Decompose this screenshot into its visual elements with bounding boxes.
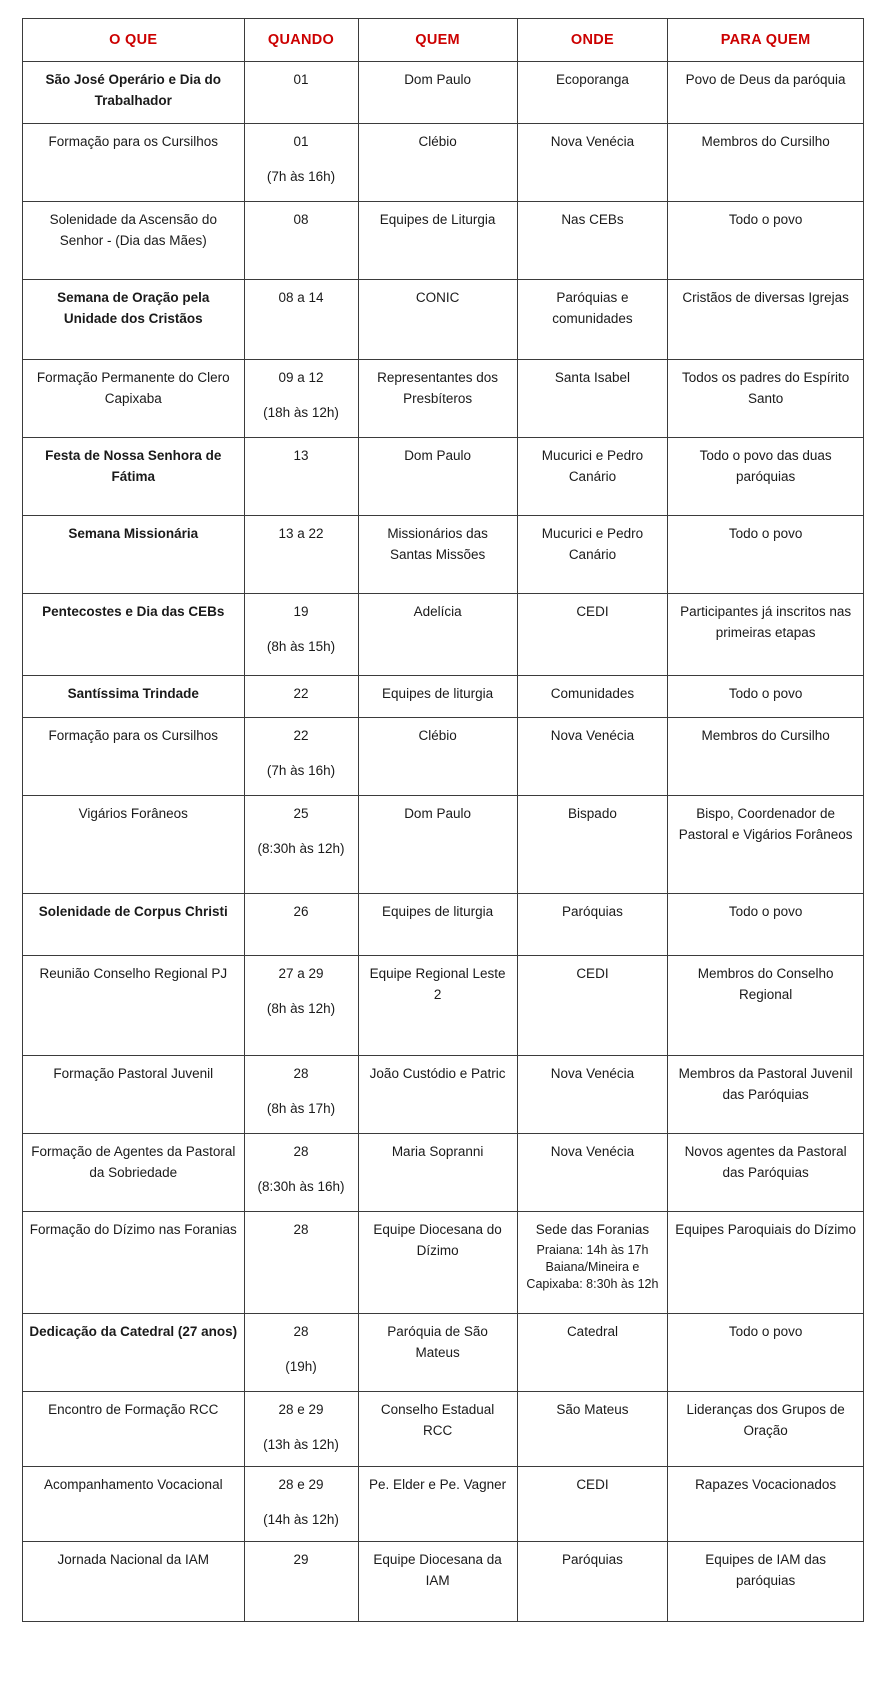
table-row	[23, 202, 864, 280]
quando-date: 26	[293, 904, 309, 920]
table-row	[23, 1212, 864, 1314]
cell-para-quem: Membros do Cursilho	[668, 718, 864, 796]
cell-o-que: Formação Pastoral Juvenil	[23, 1056, 245, 1134]
onde-place: São Mateus	[556, 1402, 629, 1418]
table-row	[23, 956, 864, 1056]
cell-para-quem: Membros do Conselho Regional	[668, 956, 864, 1056]
table-row	[23, 280, 864, 360]
table-row	[23, 1314, 864, 1392]
cell-quando	[244, 1392, 358, 1467]
cell-onde	[517, 1134, 668, 1212]
cell-quem: Equipes de liturgia	[358, 676, 517, 718]
cell-onde	[517, 1467, 668, 1542]
quando-time: (8h às 12h)	[266, 1001, 336, 1017]
quando-date: 01	[293, 134, 309, 150]
table-row	[23, 1467, 864, 1542]
cell-para-quem: Todo o povo	[668, 202, 864, 280]
quando-date: 27 a 29	[278, 966, 324, 982]
cell-quem: Conselho Estadual RCC	[358, 1392, 517, 1467]
table-row	[23, 676, 864, 718]
cell-quem: Equipe Diocesana da IAM	[358, 1542, 517, 1622]
onde-place: Mucurici e Pedro Canário	[541, 448, 644, 485]
cell-onde	[517, 1392, 668, 1467]
cell-para-quem: Todo o povo	[668, 676, 864, 718]
cell-quando	[244, 1212, 358, 1314]
cell-o-que: Semana Missionária	[23, 516, 245, 594]
cell-quando	[244, 438, 358, 516]
cell-quem: Dom Paulo	[358, 796, 517, 894]
quando-time: (8:30h às 16h)	[257, 1179, 345, 1195]
cell-quando	[244, 1542, 358, 1622]
cell-onde	[517, 894, 668, 956]
table-header	[23, 19, 864, 62]
cell-quando	[244, 280, 358, 360]
table-header-row	[23, 19, 864, 62]
cell-quem: Pe. Elder e Pe. Vagner	[358, 1467, 517, 1542]
onde-place: CEDI	[576, 1477, 609, 1493]
cell-quando	[244, 124, 358, 202]
table-row	[23, 360, 864, 438]
quando-date: 25	[293, 806, 309, 822]
cell-para-quem: Lideranças dos Grupos de Oração	[668, 1392, 864, 1467]
onde-place: Ecoporanga	[556, 72, 629, 88]
cell-quando	[244, 1056, 358, 1134]
cell-o-que: Acompanhamento Vocacional	[23, 1467, 245, 1542]
quando-date: 28	[293, 1222, 309, 1238]
onde-place: Paróquias e comunidades	[552, 290, 633, 327]
cell-para-quem: Todo o povo	[668, 1314, 864, 1392]
cell-quando	[244, 718, 358, 796]
cell-quando	[244, 202, 358, 280]
onde-place: Comunidades	[550, 686, 635, 702]
quando-time: (14h às 12h)	[263, 1512, 339, 1528]
cell-para-quem: Todo o povo	[668, 516, 864, 594]
cell-para-quem: Equipes Paroquiais do Dízimo	[668, 1212, 864, 1314]
onde-place: Nova Venécia	[550, 134, 635, 150]
quando-date: 28	[293, 1324, 309, 1340]
table-row	[23, 894, 864, 956]
cell-quem: João Custódio e Patric	[358, 1056, 517, 1134]
cell-para-quem: Povo de Deus da paróquia	[668, 62, 864, 124]
cell-onde	[517, 202, 668, 280]
quando-time: (8:30h às 12h)	[257, 841, 345, 857]
cell-onde	[517, 676, 668, 718]
column-header-onde: ONDE	[517, 19, 668, 62]
cell-quem: Equipes de liturgia	[358, 894, 517, 956]
quando-date: 08 a 14	[278, 290, 324, 306]
cell-para-quem: Participantes já inscritos nas primeiras etapas	[668, 594, 864, 676]
quando-date: 08	[293, 212, 309, 228]
cell-onde	[517, 594, 668, 676]
cell-quando	[244, 62, 358, 124]
table-row	[23, 1134, 864, 1212]
cell-quando	[244, 1467, 358, 1542]
cell-quando	[244, 956, 358, 1056]
cell-o-que: Formação de Agentes da Pastoral da Sobriedade	[23, 1134, 245, 1212]
column-header-quando: QUANDO	[244, 19, 358, 62]
quando-date: 13	[293, 448, 309, 464]
cell-para-quem: Rapazes Vocacionados	[668, 1467, 864, 1542]
table-row	[23, 796, 864, 894]
column-header-quem: QUEM	[358, 19, 517, 62]
cell-quando	[244, 676, 358, 718]
cell-quando	[244, 1134, 358, 1212]
quando-date: 28 e 29	[278, 1402, 324, 1418]
cell-onde	[517, 516, 668, 594]
onde-place: Bispado	[568, 806, 617, 822]
cell-o-que: Pentecostes e Dia das CEBs	[23, 594, 245, 676]
quando-time: (13h às 12h)	[263, 1437, 339, 1453]
quando-time: (8h às 17h)	[266, 1101, 336, 1117]
onde-place: Nova Venécia	[550, 1066, 635, 1082]
cell-o-que: Jornada Nacional da IAM	[23, 1542, 245, 1622]
table-row	[23, 594, 864, 676]
cell-quem: Missionários das Santas Missões	[358, 516, 517, 594]
cell-o-que: Vigários Forâneos	[23, 796, 245, 894]
cell-o-que: Formação do Dízimo nas Foranias	[23, 1212, 245, 1314]
cell-o-que: Formação Permanente do Clero Capixaba	[23, 360, 245, 438]
cell-onde	[517, 796, 668, 894]
onde-place: Nas CEBs	[561, 212, 624, 228]
column-header-o-que: O QUE	[23, 19, 245, 62]
cell-o-que: Formação para os Cursilhos	[23, 718, 245, 796]
onde-place: Mucurici e Pedro Canário	[541, 526, 644, 563]
quando-date: 19	[293, 604, 309, 620]
quando-date: 28 e 29	[278, 1477, 324, 1493]
cell-onde	[517, 62, 668, 124]
onde-place: Nova Venécia	[550, 728, 635, 744]
cell-o-que: Semana de Oração pela Unidade dos Cristãos	[23, 280, 245, 360]
quando-time: (19h)	[285, 1359, 317, 1375]
cell-quem: CONIC	[358, 280, 517, 360]
cell-quando	[244, 1314, 358, 1392]
cell-o-que: Formação para os Cursilhos	[23, 124, 245, 202]
quando-date: 22	[293, 728, 309, 744]
cell-onde	[517, 718, 668, 796]
cell-quando	[244, 894, 358, 956]
quando-date: 09 a 12	[278, 370, 324, 386]
cell-para-quem: Novos agentes da Pastoral das Paróquias	[668, 1134, 864, 1212]
cell-para-quem: Todo o povo	[668, 894, 864, 956]
cell-quem: Maria Sopranni	[358, 1134, 517, 1212]
cell-para-quem: Todo o povo das duas paróquias	[668, 438, 864, 516]
table-row	[23, 62, 864, 124]
onde-place: Paróquias	[562, 1552, 623, 1568]
quando-date: 28	[293, 1066, 309, 1082]
cell-onde	[517, 1056, 668, 1134]
quando-time: (8h às 15h)	[266, 639, 336, 655]
cell-o-que: Solenidade da Ascensão do Senhor - (Dia das Mães)	[23, 202, 245, 280]
cell-onde	[517, 124, 668, 202]
cell-quem: Equipe Regional Leste 2	[358, 956, 517, 1056]
onde-place: Catedral	[566, 1324, 618, 1340]
quando-time: (18h às 12h)	[263, 405, 339, 421]
onde-place: Paróquias	[562, 904, 623, 920]
cell-onde	[517, 280, 668, 360]
table-row	[23, 1392, 864, 1467]
quando-date: 01	[293, 72, 309, 88]
cell-onde	[517, 1314, 668, 1392]
cell-onde	[517, 1542, 668, 1622]
cell-para-quem: Todos os padres do Espírito Santo	[668, 360, 864, 438]
cell-quem: Clébio	[358, 718, 517, 796]
table-row	[23, 516, 864, 594]
cell-onde	[517, 438, 668, 516]
quando-date: 28	[293, 1144, 309, 1160]
onde-place: CEDI	[576, 966, 609, 982]
onde-place: Santa Isabel	[554, 370, 630, 386]
cell-quando	[244, 594, 358, 676]
onde-place: CEDI	[576, 604, 609, 620]
quando-date: 22	[293, 686, 309, 702]
cell-quem: Equipe Diocesana do Dízimo	[358, 1212, 517, 1314]
quando-time: (7h às 16h)	[266, 763, 336, 779]
cell-o-que: Santíssima Trindade	[23, 676, 245, 718]
cell-quando	[244, 796, 358, 894]
cell-para-quem: Membros da Pastoral Juvenil das Paróquias	[668, 1056, 864, 1134]
cell-para-quem: Membros do Cursilho	[668, 124, 864, 202]
column-header-para-quem: PARA QUEM	[668, 19, 864, 62]
cell-quando	[244, 516, 358, 594]
cell-o-que: São José Operário e Dia do Trabalhador	[23, 62, 245, 124]
cell-quem: Dom Paulo	[358, 438, 517, 516]
cell-quem: Adelícia	[358, 594, 517, 676]
quando-date: 29	[293, 1552, 309, 1568]
table-body	[23, 62, 864, 1622]
cell-quem: Equipes de Liturgia	[358, 202, 517, 280]
cell-para-quem: Cristãos de diversas Igrejas	[668, 280, 864, 360]
table-row	[23, 1056, 864, 1134]
cell-onde	[517, 956, 668, 1056]
table-row	[23, 1542, 864, 1622]
cell-quem: Clébio	[358, 124, 517, 202]
table-row	[23, 718, 864, 796]
cell-quem: Dom Paulo	[358, 62, 517, 124]
table-row	[23, 438, 864, 516]
cell-o-que: Reunião Conselho Regional PJ	[23, 956, 245, 1056]
cell-onde	[517, 360, 668, 438]
cell-o-que: Solenidade de Corpus Christi	[23, 894, 245, 956]
cell-quem: Representantes dos Presbíteros	[358, 360, 517, 438]
onde-place: Nova Venécia	[550, 1144, 635, 1160]
onde-note: Praiana: 14h às 17h Baiana/Mineira e Capixaba: 8:30h às 12h	[526, 1243, 659, 1292]
cell-o-que: Dedicação da Catedral (27 anos)	[23, 1314, 245, 1392]
cell-o-que: Encontro de Formação RCC	[23, 1392, 245, 1467]
cell-o-que: Festa de Nossa Senhora de Fátima	[23, 438, 245, 516]
quando-time: (7h às 16h)	[266, 169, 336, 185]
cell-para-quem: Bispo, Coordenador de Pastoral e Vigários Forâneos	[668, 796, 864, 894]
cell-para-quem: Equipes de IAM das paróquias	[668, 1542, 864, 1622]
onde-place: Sede das Foranias	[535, 1222, 650, 1238]
quando-date: 13 a 22	[278, 526, 324, 542]
schedule-table	[22, 18, 864, 1622]
cell-onde	[517, 1212, 668, 1314]
cell-quando	[244, 360, 358, 438]
table-row	[23, 124, 864, 202]
cell-quem: Paróquia de São Mateus	[358, 1314, 517, 1392]
